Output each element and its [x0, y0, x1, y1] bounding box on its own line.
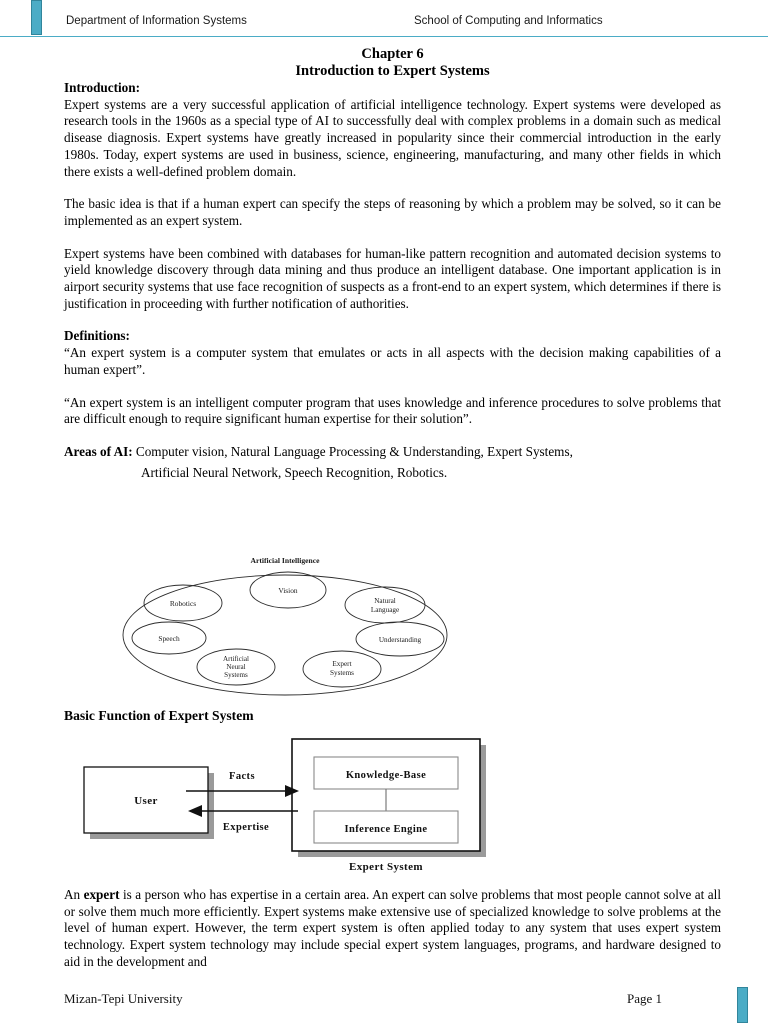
- ai-node-natural-language-label-2: Language: [370, 606, 400, 614]
- header-school-text: School of Computing and Informatics: [414, 15, 603, 27]
- ai-node-natural-language-label: Natural: [374, 597, 396, 605]
- knowledge-base-label: Knowledge-Base: [345, 770, 427, 781]
- ai-node-neural-systems-label-3: Systems: [224, 671, 248, 679]
- definitions-heading: Definitions:: [64, 328, 130, 344]
- expert-para-prefix: An: [64, 887, 84, 902]
- ai-node-neural-systems-label: Artificial: [223, 655, 249, 663]
- intro-paragraph-2: The basic idea is that if a human expert can specify the steps of reasoning by which a problem may be solved, so it can be implemented as an expert system.: [64, 196, 721, 228]
- ai-node-understanding-label: Understanding: [378, 636, 422, 644]
- page-footer: [0, 985, 768, 1024]
- header-accent-bar: [31, 0, 42, 35]
- document-content: [64, 46, 721, 481]
- areas-of-ai-line-2: Artificial Neural Network, Speech Recognition, Robotics.: [141, 464, 448, 480]
- ai-node-robotics-label: Robotics: [169, 599, 197, 608]
- page-header: [0, 0, 768, 40]
- expert-para-rest: is a person who has expertise in a certain area. An expert can solve problems that most people cannot solve at all or solve them much more efficiently. Expert systems make extensive use of specialized knowledge to solve problems at the level of human expert. However, the term expert system is often applied today to any system that uses expert system technology. Expert system technology may include special expert system languages, programs, and hardware designed to aid in the development and: [64, 887, 721, 969]
- expertise-arrow-label: Expertise: [222, 822, 270, 833]
- chapter-number: Chapter 6: [361, 46, 424, 62]
- footer-accent-bar: [737, 987, 748, 1023]
- footer-university-text: Mizan-Tepi University: [64, 991, 183, 1006]
- basic-function-heading: Basic Function of Expert System: [64, 708, 254, 723]
- ai-node-natural-language-ellipse: [345, 587, 425, 623]
- intro-paragraph-1: Expert systems are a very successful application of artificial intelligence technology. Expert systems were developed as research tools in the 1960s as a special type of AI to successfully deal with complex problems in a domain such as medical disease diagnosis. Expert systems have greatly increased in popularity since their commercial introduction in the early 1980s. Today, expert systems are used in business, science, engineering, manufacturing, and many other fields in which there exists a well-defined problem domain.: [64, 96, 721, 179]
- user-box-label: User: [134, 795, 158, 807]
- areas-of-ai-line: [64, 444, 721, 461]
- intro-paragraph-3: Expert systems have been combined with databases for human-like pattern recognition and automated decision systems to yield knowledge discovery through data mining and thus produce an intelligent database. One important application is in airport security systems that use face recognition of suspects as a front-end to an expert system, which determines if there is justification in proceeding with further notification of authorities.: [64, 245, 721, 311]
- footer-page-number: Page 1: [627, 991, 663, 1006]
- expert-para-bold-word: expert: [83, 887, 120, 902]
- ai-node-vision-label: Vision: [278, 586, 298, 595]
- facts-arrow-label: Facts: [229, 771, 255, 782]
- page-title: Introduction to Expert Systems: [295, 63, 490, 79]
- header-department-text: Department of Information Systems: [66, 15, 247, 27]
- header-divider-rule: [0, 36, 768, 37]
- ai-node-neural-systems-label-2: Neural: [226, 663, 246, 671]
- artificial-intelligence-diagram: [110, 552, 480, 700]
- definition-2: “An expert system is an intelligent computer program that uses knowledge and inference procedures to solve problems that are difficult enough to require significant human expertise for their solution”.: [64, 394, 721, 427]
- closing-paragraph-wrapper: [64, 887, 721, 971]
- ai-node-expert-systems-label-2: Systems: [330, 669, 354, 677]
- ai-node-speech-label: Speech: [158, 634, 180, 643]
- expert-system-block-diagram: [60, 735, 560, 875]
- areas-of-ai-label: Areas of AI:: [64, 443, 133, 459]
- ai-diagram-title: Artificial Intelligence: [250, 556, 320, 565]
- ai-node-expert-systems-label: Expert: [332, 660, 352, 668]
- expert-system-caption: Expert System: [349, 861, 423, 873]
- expert-definition-paragraph: [64, 887, 721, 971]
- areas-of-ai-items: Computer vision, Natural Language Processing & Understanding, Expert Systems,: [132, 443, 573, 459]
- definition-1: “An expert system is a computer system that emulates or acts in all aspects with the decision making capabilities of a human expert”.: [64, 345, 721, 377]
- inference-engine-label: Inference Engine: [344, 824, 428, 835]
- introduction-heading: Introduction:: [64, 80, 140, 95]
